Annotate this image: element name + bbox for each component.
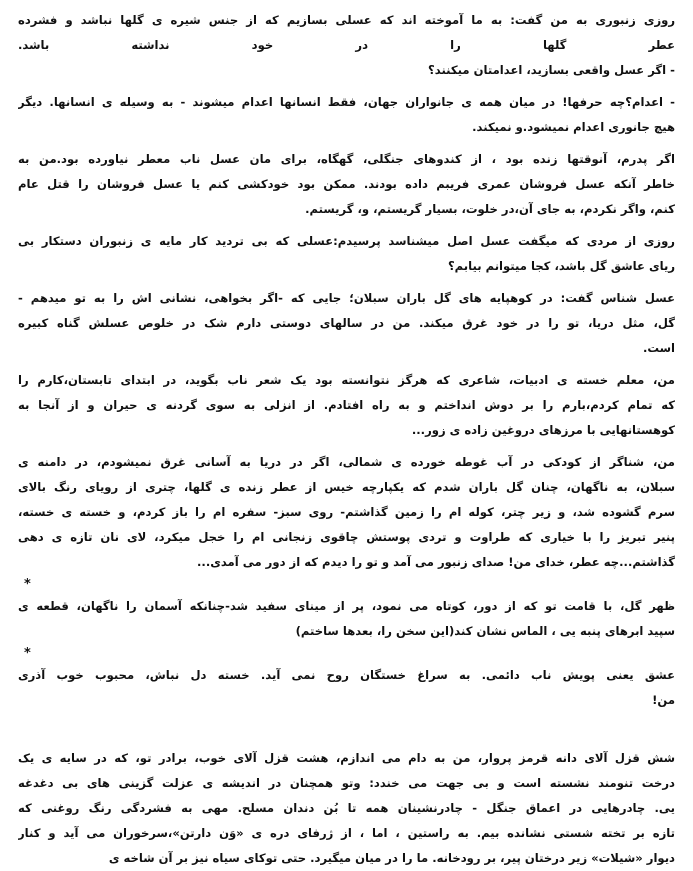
- paragraph: [18, 147, 675, 222]
- paragraph: [18, 663, 675, 713]
- text-line: عسل شناس گفت: در کوهپایه های گل باران سبلان؛ جایی که -اگر بخواهی، نشانی اش را به تو میدهم -: [18, 291, 675, 305]
- text-line: دیوار «شیلات» زیر درختان پیر، بر رودخانه. ما را در میان میگیرد. حتی توکای سیاه نیز بر آن شاخه ی: [108, 851, 675, 865]
- text-line: یی. چادرهایی در اعماق جنگل - چادرنشینان همه تا بُن دندان مسلح. مهی به فشردگی رنگ روغنی که: [18, 801, 675, 815]
- text-line: تازه بر تخته شستی نشانده بیم. به راستین ، اما ، از ژرفای دره ی «وَن دارتن»،سرخوران می آید و کنار: [18, 826, 675, 840]
- section-separator: *: [24, 646, 31, 661]
- text-line: هیچ جانوری اعدام نمیشود.و نمیکند.: [472, 120, 675, 134]
- text-line: عطر گلها را در خود نداشته باشد.: [18, 38, 675, 52]
- paragraph: [18, 90, 675, 140]
- text-line: ظهر گل، با قامت تو که از دور، کوتاه می نمود، پر از مینای سفید شد-چنانکه آسمان را ناگهان، قطعه ی: [18, 599, 675, 613]
- text-line: - اعدام؟چه حرفها! در میان همه ی جانواران جهان، فقط انسانها اعدام میشوند - به وسیله ی انسانها. دیگر: [18, 95, 675, 109]
- text-line: شش قزل آلای دانه قرمز پروار، من به دام می اندازم، هشت قزل آلای خوب، برادر تو، که در سایه ی یک: [18, 751, 675, 765]
- text-line: پنیر تبریز را با خیاری که طراوت و تردی پوستش چاقوی زنجانی ام را خجل میکرد، لای نان تازه ی دهی: [18, 530, 675, 544]
- text-line: من، معلم خسته ی ادبیات، شاعری که هرگز نتوانسته بود یک شعر ناب بگوید، در ابتدای تابستان،کارم را: [18, 373, 675, 387]
- text-line: کوهستانهایی با مرزهای دروغین زاده ی زور...: [411, 423, 675, 437]
- text-line: درخت تنومند نشسته است و بی جهت می خندد: وتو همچنان در اندیشه ی عزلت گزینی های بی دغدغه: [18, 776, 675, 790]
- paragraph: [18, 746, 675, 871]
- text-line: من، شناگر از کودکی در آب غوطه خورده ی شمالی، اگر در دریا به آسانی غرق نمیشودم، در دامنه ی: [18, 455, 675, 469]
- text-line: ریای عاشق گل باشد، کجا میتوانم بیابم؟: [447, 259, 675, 273]
- paragraph-gap: [18, 720, 675, 746]
- section-separator: *: [24, 577, 31, 592]
- text-line: عشق یعنی پویش ناب دائمی. به سراغ خستگان روح نمی آید. خسته دل نباش، محبوب خوب آذری: [18, 668, 675, 682]
- paragraph: [18, 594, 675, 644]
- text-line: کنم، واگر نکردم، به جای آن،در خلوت، بسیار گریستم، و، گریستم.: [305, 202, 675, 216]
- text-line: من!: [652, 693, 675, 707]
- paragraph: [18, 286, 675, 361]
- text-line: - اگر عسل واقعی بسازید، اعدامتان میکنند؟: [428, 63, 675, 77]
- text-line: سرم گشوده شد، و زیر چتر، کوله ام را زمین گذاشتم- روی سبز- سفره ام را باز کردم، و خسته ی خسته،: [18, 505, 675, 519]
- text-line: اگر پدرم، آنوقتها زنده بود ، از کندوهای جنگلی، گهگاه، برای مان عسل ناب معطر نیاورده بود.من به: [18, 152, 675, 166]
- paragraph: [18, 229, 675, 279]
- paragraph: [18, 8, 675, 83]
- text-line: روزی از مردی که میگفت عسل اصل میشناسد پرسیدم:عسلی که بی تردید کار مایه ی زنبوران دستکار بی: [18, 234, 675, 248]
- text-line: که تمام کردم،بارم را بر دوش انداختم و به راه افتادم. از انزلی به سوی گردنه ی حیران و از آنجا به: [18, 398, 675, 412]
- text-line: سپید ابرهای پنبه یی ، الماس نشان کند(این سخن را، بعدها ساختم): [295, 624, 675, 638]
- paragraph: [18, 450, 675, 575]
- text-line: است.: [642, 341, 675, 355]
- text-line: سبلان، به ناگهان، چنان گل باران شدم که یکپارچه خیس از عطر زنده ی گلها، چتری از رویای رنگ بالای: [18, 480, 675, 494]
- text-line: گذاشتم...چه عطر، خدای من! صدای زنبور می آمد و تو را دیدم که از دور می آمدی...: [197, 555, 675, 569]
- text-line: خاطر آنکه عسل فروشان عمری فریبم داده بودند. ممکن بود خودکشی کنم یا عسل فروشان را قتل عام: [18, 177, 675, 191]
- text-line: گل، مثل دریا، تو را در خود غرق میکند. من در سالهای دوستی دارم شک در خلوص عسلش گناه کبیره: [18, 316, 675, 330]
- paragraph: [18, 368, 675, 443]
- text-line: روزی زنبوری به من گفت: به ما آموخته اند که عسلی بسازیم که از جنس شیره ی گلها نباشد و فشرده: [18, 13, 675, 27]
